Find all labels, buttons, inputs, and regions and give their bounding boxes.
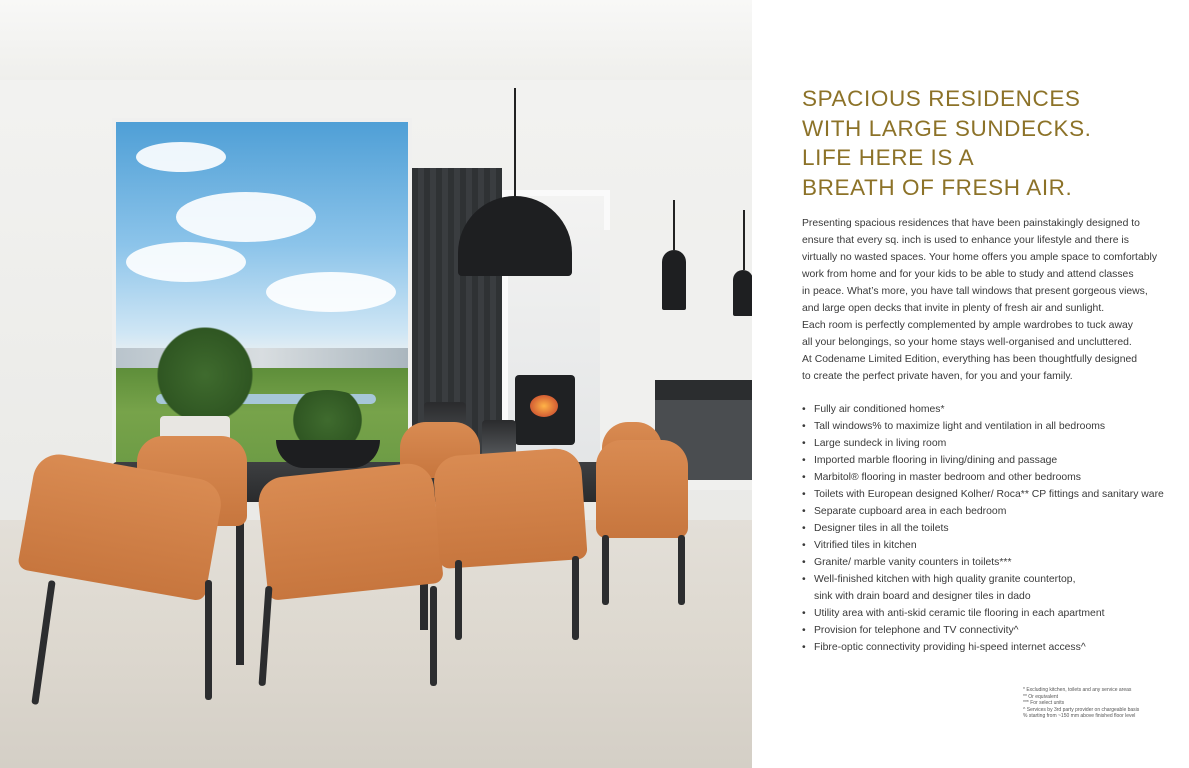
lamp-cord	[743, 210, 745, 270]
intro-line: ensure that every sq. inch is used to enhance your lifestyle and there is	[802, 235, 1129, 246]
intro-line: Each room is perfectly complemented by ample wardrobes to tuck away	[802, 320, 1133, 331]
intro-line: and large open decks that invite in plenty of fresh air and sunlight.	[802, 303, 1105, 314]
page-heading	[802, 84, 1092, 202]
feature-item: • Fully air conditioned homes*	[802, 401, 1164, 418]
lamp-cord	[514, 88, 516, 198]
feature-item: • Provision for telephone and TV connectivity^	[802, 622, 1164, 639]
chair-leg	[602, 535, 609, 605]
potted-plant	[150, 320, 260, 430]
feature-item: • Designer tiles in all the toilets	[802, 520, 1164, 537]
heading-line: SPACIOUS RESIDENCES	[802, 86, 1081, 111]
intro-line: At Codename Limited Edition, everything has been thoughtfully designed	[802, 354, 1138, 365]
footnote: * Excluding kitchen, toilets and any service areas	[1023, 687, 1132, 693]
feature-item: • Utility area with anti-skid ceramic tile flooring in each apartment	[802, 605, 1164, 622]
footnote: ^ Services by 3rd party provider on chargeable basis	[1023, 706, 1140, 713]
heading-line: BREATH OF FRESH AIR.	[802, 174, 1073, 200]
feature-item: • Toilets with European designed Kolher/ Roca** CP fittings and sanitary ware	[802, 486, 1164, 503]
footnote: ** Or equivalent	[1023, 693, 1059, 700]
feature-item: • Granite/ marble vanity counters in toilets***	[802, 554, 1164, 571]
kitchen-counter	[655, 380, 752, 400]
intro-line: virtually no wasted spaces. Your home offers you ample space to comfortably	[802, 252, 1158, 263]
pendant-lamp-small	[662, 250, 686, 310]
intro-paragraph	[802, 215, 1182, 385]
pendant-lamp-small	[733, 270, 752, 316]
chair-leg	[205, 580, 212, 700]
table-bowl	[276, 440, 380, 468]
text-column	[752, 0, 1189, 768]
chair	[432, 447, 587, 569]
footnote: % starting from ~150 mm above finished floor level	[1023, 713, 1136, 719]
feature-item: • Fibre-optic connectivity providing hi-speed internet access^	[802, 639, 1164, 656]
feature-item: • Marbitol® flooring in master bedroom and other bedrooms	[802, 469, 1164, 486]
footnote: *** For select units	[1023, 700, 1065, 706]
photo-ceiling	[0, 0, 752, 80]
chair-leg	[455, 560, 462, 640]
feature-item: • Well-finished kitchen with high quality granite countertop, sink with drain board and designer tiles in dado	[802, 571, 1164, 605]
lamp-cord	[673, 200, 675, 250]
feature-item: • Separate cupboard area in each bedroom	[802, 503, 1164, 520]
intro-line: all your belongings, so your home stays well-organised and uncluttered.	[802, 337, 1132, 348]
intro-line: to create the perfect private haven, for you and your family.	[802, 371, 1073, 382]
footnotes	[1023, 687, 1139, 720]
chair-leg	[572, 556, 579, 640]
chair	[596, 440, 688, 538]
intro-line: Presenting spacious residences that have been painstakingly designed to	[802, 218, 1140, 229]
feature-item: • Large sundeck in living room	[802, 435, 1164, 452]
feature-item: • Tall windows% to maximize light and ventilation in all bedrooms	[802, 418, 1164, 435]
feature-item-continuation: sink with drain board and designer tiles in dado	[814, 591, 1031, 602]
feature-item: • Vitrified tiles in kitchen	[802, 537, 1164, 554]
chair-leg	[430, 586, 437, 686]
intro-line: in peace. What’s more, you have tall windows that present gorgeous views,	[802, 286, 1148, 297]
feature-item: • Imported marble flooring in living/dining and passage	[802, 452, 1164, 469]
chair-leg	[678, 535, 685, 605]
feature-list	[802, 401, 1164, 656]
stove-fire	[530, 395, 558, 417]
heading-line: WITH LARGE SUNDECKS.	[802, 115, 1092, 141]
heading-line: LIFE HERE IS A	[802, 145, 975, 170]
intro-line: work from home and for your kids to be able to study and attend classes	[802, 269, 1134, 280]
chair	[256, 461, 444, 601]
